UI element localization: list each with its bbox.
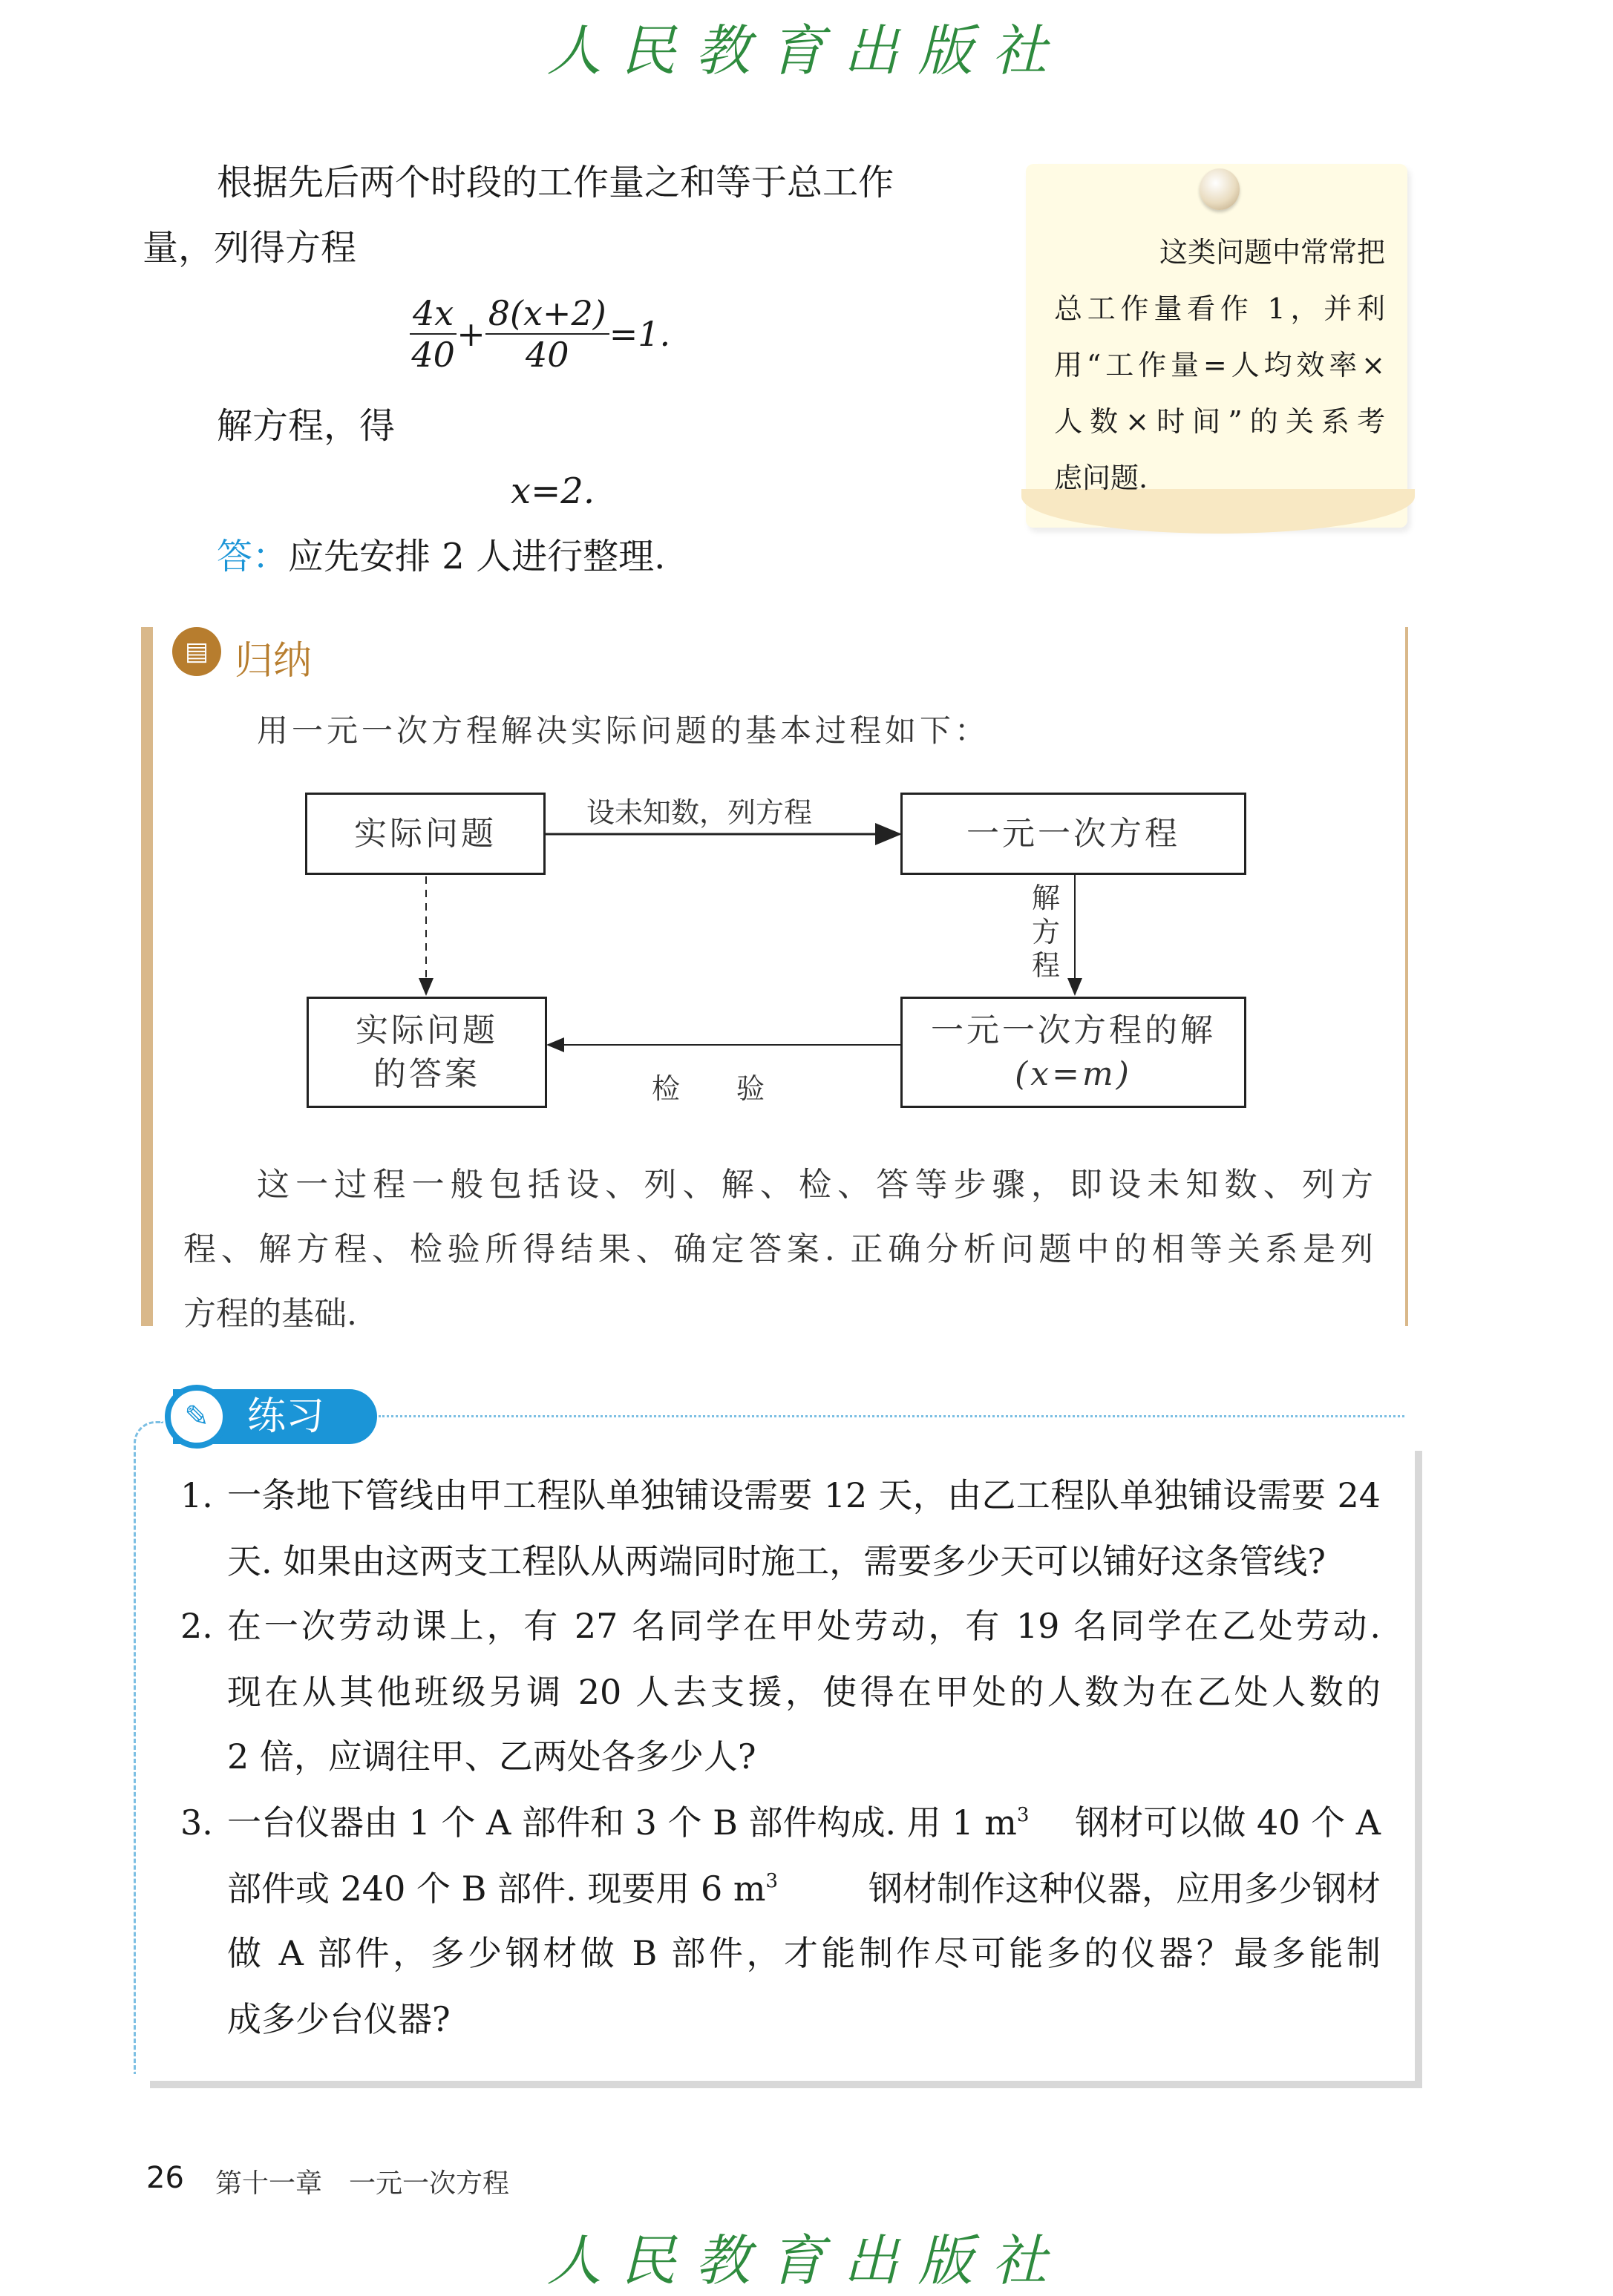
answer-text: 应先安排 2 人进行整理. <box>288 536 666 577</box>
numerator: 8(x+2) <box>485 293 609 335</box>
summary-intro: 用一元一次方程解决实际问题的基本过程如下： <box>257 712 990 749</box>
arrow-label-bottom: 检 验 <box>652 1072 765 1105</box>
paragraph-text: 解方程，得 <box>217 405 396 447</box>
numerator: 4x <box>410 293 457 335</box>
paragraph-text: 量，列得方程 <box>143 227 357 269</box>
box-label: 一元一次方程 <box>966 814 1180 853</box>
publisher-logo-footer: 人民教育出版社 <box>546 2231 1067 2292</box>
exercise-number: 1. <box>180 1475 213 1515</box>
label-char: 程 <box>1032 949 1061 983</box>
summary-line: 程、解方程、检验所得结果、确定答案. 正确分析问题中的相等关系是列 <box>183 1230 1373 1268</box>
exercise-line <box>227 1803 1381 1843</box>
answer-label: 答： <box>217 536 289 577</box>
box-label: 实际问题 <box>356 1011 498 1049</box>
text: 钢材制作这种仪器，应用多少钢材 <box>868 1869 1381 1909</box>
box-label: (x=m) <box>1015 1055 1132 1093</box>
chapter-title: 第十一章 一元一次方程 <box>215 2168 510 2199</box>
box-label: 实际问题 <box>354 814 497 853</box>
exercise-line: 在一次劳动课上，有 27 名同学在甲处劳动，有 19 名同学在乙处劳动. <box>227 1606 1381 1646</box>
dotted-divider <box>379 1415 1404 1417</box>
superscript: 3 <box>765 1870 779 1892</box>
pencil-icon: ✎ <box>165 1385 229 1449</box>
equation-rhs: =1. <box>609 314 671 354</box>
note-line: 这类问题中常常把 <box>1159 236 1385 269</box>
arrow-label-top: 设未知数，列方程 <box>586 796 813 829</box>
summary-line: 方程的基础. <box>183 1295 357 1333</box>
note-line: 人数×时间”的关系考 <box>1054 405 1385 438</box>
summary-line: 这一过程一般包括设、列、解、检、答等步骤，即设未知数、列方 <box>257 1166 1373 1204</box>
label-char: 解 <box>1032 882 1061 914</box>
superscript: 3 <box>1016 1804 1030 1826</box>
denominator: 40 <box>525 335 569 375</box>
arrow-label-right <box>1032 882 1060 983</box>
text: 钢材可以做 40 个 A <box>1075 1803 1381 1843</box>
exercise-line: 一条地下管线由甲工程队单独铺设需要 12 天，由乙工程队单独铺设需要 24 <box>227 1475 1381 1515</box>
text: 部件或 240 个 B 部件. 现要用 6 m <box>227 1869 766 1909</box>
exercise-line: 天. 如果由这两支工程队从两端同时施工，需要多少天可以铺好这条管线? <box>227 1541 1326 1581</box>
note-line: 用“工作量=人均效率× <box>1054 349 1385 381</box>
exercise-line: 成多少台仪器? <box>227 1999 451 2039</box>
plus-sign: + <box>457 314 485 354</box>
note-line: 虑问题. <box>1054 462 1148 494</box>
exercise-line: 做 A 部件，多少钢材做 B 部件，才能制作尽可能多的仪器？最多能制 <box>227 1933 1381 1973</box>
summary-title: 归纳 <box>235 639 313 683</box>
box-label: 的答案 <box>373 1055 480 1093</box>
exercise-number: 2. <box>180 1606 213 1646</box>
publisher-logo: 人民教育出版社 <box>546 22 1067 82</box>
label-char: 方 <box>1032 915 1061 948</box>
text: 一台仪器由 1 个 A 部件和 3 个 B 部件构成. 用 1 m <box>227 1803 1017 1843</box>
exercise-title: 练习 <box>173 1389 377 1444</box>
box-label: 一元一次方程的解 <box>931 1011 1216 1049</box>
exercise-line: 2 倍，应调往甲、乙两处各多少人? <box>227 1736 756 1777</box>
page-number: 26 <box>146 2161 184 2195</box>
denominator: 40 <box>411 335 455 375</box>
note-line: 总工作量看作 1，并利 <box>1054 292 1385 325</box>
paragraph-text: 根据先后两个时段的工作量之和等于总工作 <box>217 162 894 203</box>
exercise-line <box>227 1869 1381 1909</box>
exercise-number: 3. <box>180 1803 213 1843</box>
exercise-line: 现在从其他班级另调 20 人去支援，使得在甲处的人数为在乙处人数的 <box>227 1672 1381 1712</box>
book-icon: ▤ <box>172 627 221 676</box>
solution: x=2. <box>511 470 595 512</box>
